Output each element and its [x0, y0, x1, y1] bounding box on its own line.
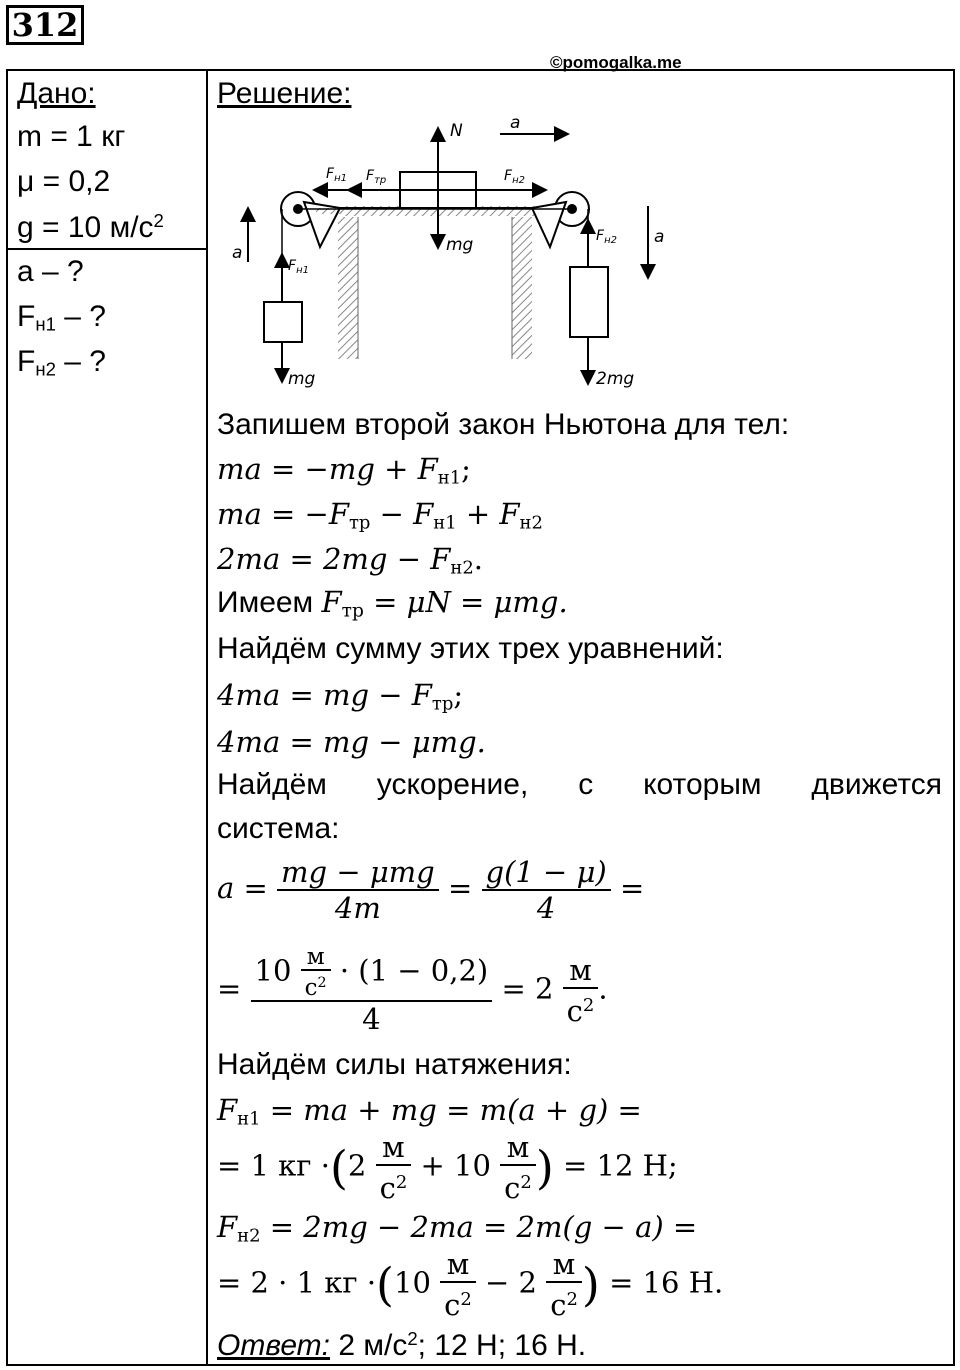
label-N: N	[450, 121, 463, 141]
eq-6: 4ma = mg − μmg.	[217, 725, 486, 759]
eq-10: = 1 кг ·(2 $\frac{м}{с^2}$ + 10 $\frac{м}{с^2}$ ) = 12 Н;	[217, 1130, 678, 1205]
text-sum: Найдём сумму этих трех уравнений:	[217, 632, 724, 665]
text-accel: Найдём ускорение, с которым движется	[217, 768, 942, 801]
find-fn1: $F_{н1}$ – ?	[17, 300, 106, 335]
find-fn2: $F_{н2}$ – ?	[17, 345, 106, 380]
eq-2: ma = $-F_{тр} - F_{н1} + F_{н2}$	[217, 497, 543, 534]
eq-8: = 10 $\frac{м}{с^2}$ · (1 − 0,2) 4 = 2 $\frac{м}{с^2}$ .	[217, 944, 608, 1036]
label-ftr: $F_{тр}$	[366, 168, 387, 186]
text-newton: Запишем второй закон Ньютона для тел:	[217, 408, 790, 441]
left-block	[264, 302, 302, 342]
label-fn2-top: $F_{н2}$	[504, 168, 525, 186]
eq-12: = 2 · 1 кг ·(10 $\frac{м}{с^2}$ − 2 $\frac{м}{с^2}$ ) = 16 Н.	[217, 1247, 724, 1322]
given-mass: m = 1 кг	[17, 120, 126, 153]
label-mg-left: mg	[288, 369, 316, 389]
eq-4: Имеем $F_{тр} = \mu N = \mu mg$.	[217, 585, 568, 622]
label-a-left: a	[232, 243, 243, 263]
answer: Ответ: 2 $м/с^2$; 12 Н; 16 Н.	[217, 1328, 587, 1363]
text-system: система:	[217, 812, 340, 845]
find-a: a – ?	[17, 255, 84, 288]
label-2mg-right: 2mg	[596, 369, 635, 389]
solution-title: Решение:	[217, 77, 352, 110]
text-tension: Найдём силы натяжения:	[217, 1048, 572, 1081]
given-mu: μ = 0,2	[17, 165, 111, 198]
problem-number: 312	[6, 5, 84, 45]
column-divider	[206, 69, 208, 1366]
eq-3: $2ma = 2mg - F_{н2}$.	[217, 542, 483, 579]
eq-11: $F_{н2} = 2mg - 2ma = 2m(g - a)$ =	[217, 1210, 698, 1247]
eq-1: ma = $-mg + F_{н1}$;	[217, 452, 471, 489]
label-fn2-right: $F_{н2}$	[596, 228, 617, 246]
eq-9: $F_{н1}$ = ma + mg = m(a + g) =	[217, 1093, 642, 1130]
right-block	[570, 267, 608, 337]
given-g: g = 10 $м/с^2$	[17, 210, 164, 245]
given-title: Дано:	[17, 77, 96, 110]
left-pulley	[281, 192, 342, 247]
label-a-top: a	[510, 113, 521, 133]
given-divider	[6, 248, 208, 250]
label-fn1-left: $F_{н1}$	[288, 258, 309, 276]
right-pulley	[532, 192, 589, 247]
eq-5: 4ma = mg − $F_{тр}$;	[217, 678, 464, 715]
watermark: ©pomogalka.me	[550, 53, 682, 72]
eq-7: a = $\frac{\text{mg − μmg}}{4m}$ = $\frac{g(1 - \mu)}{4}$ =	[217, 855, 645, 925]
label-a-right: a	[654, 227, 665, 247]
label-fn1-top: $F_{н1}$	[326, 166, 347, 184]
force-diagram	[220, 112, 665, 392]
label-mg-middle: mg	[446, 235, 474, 255]
